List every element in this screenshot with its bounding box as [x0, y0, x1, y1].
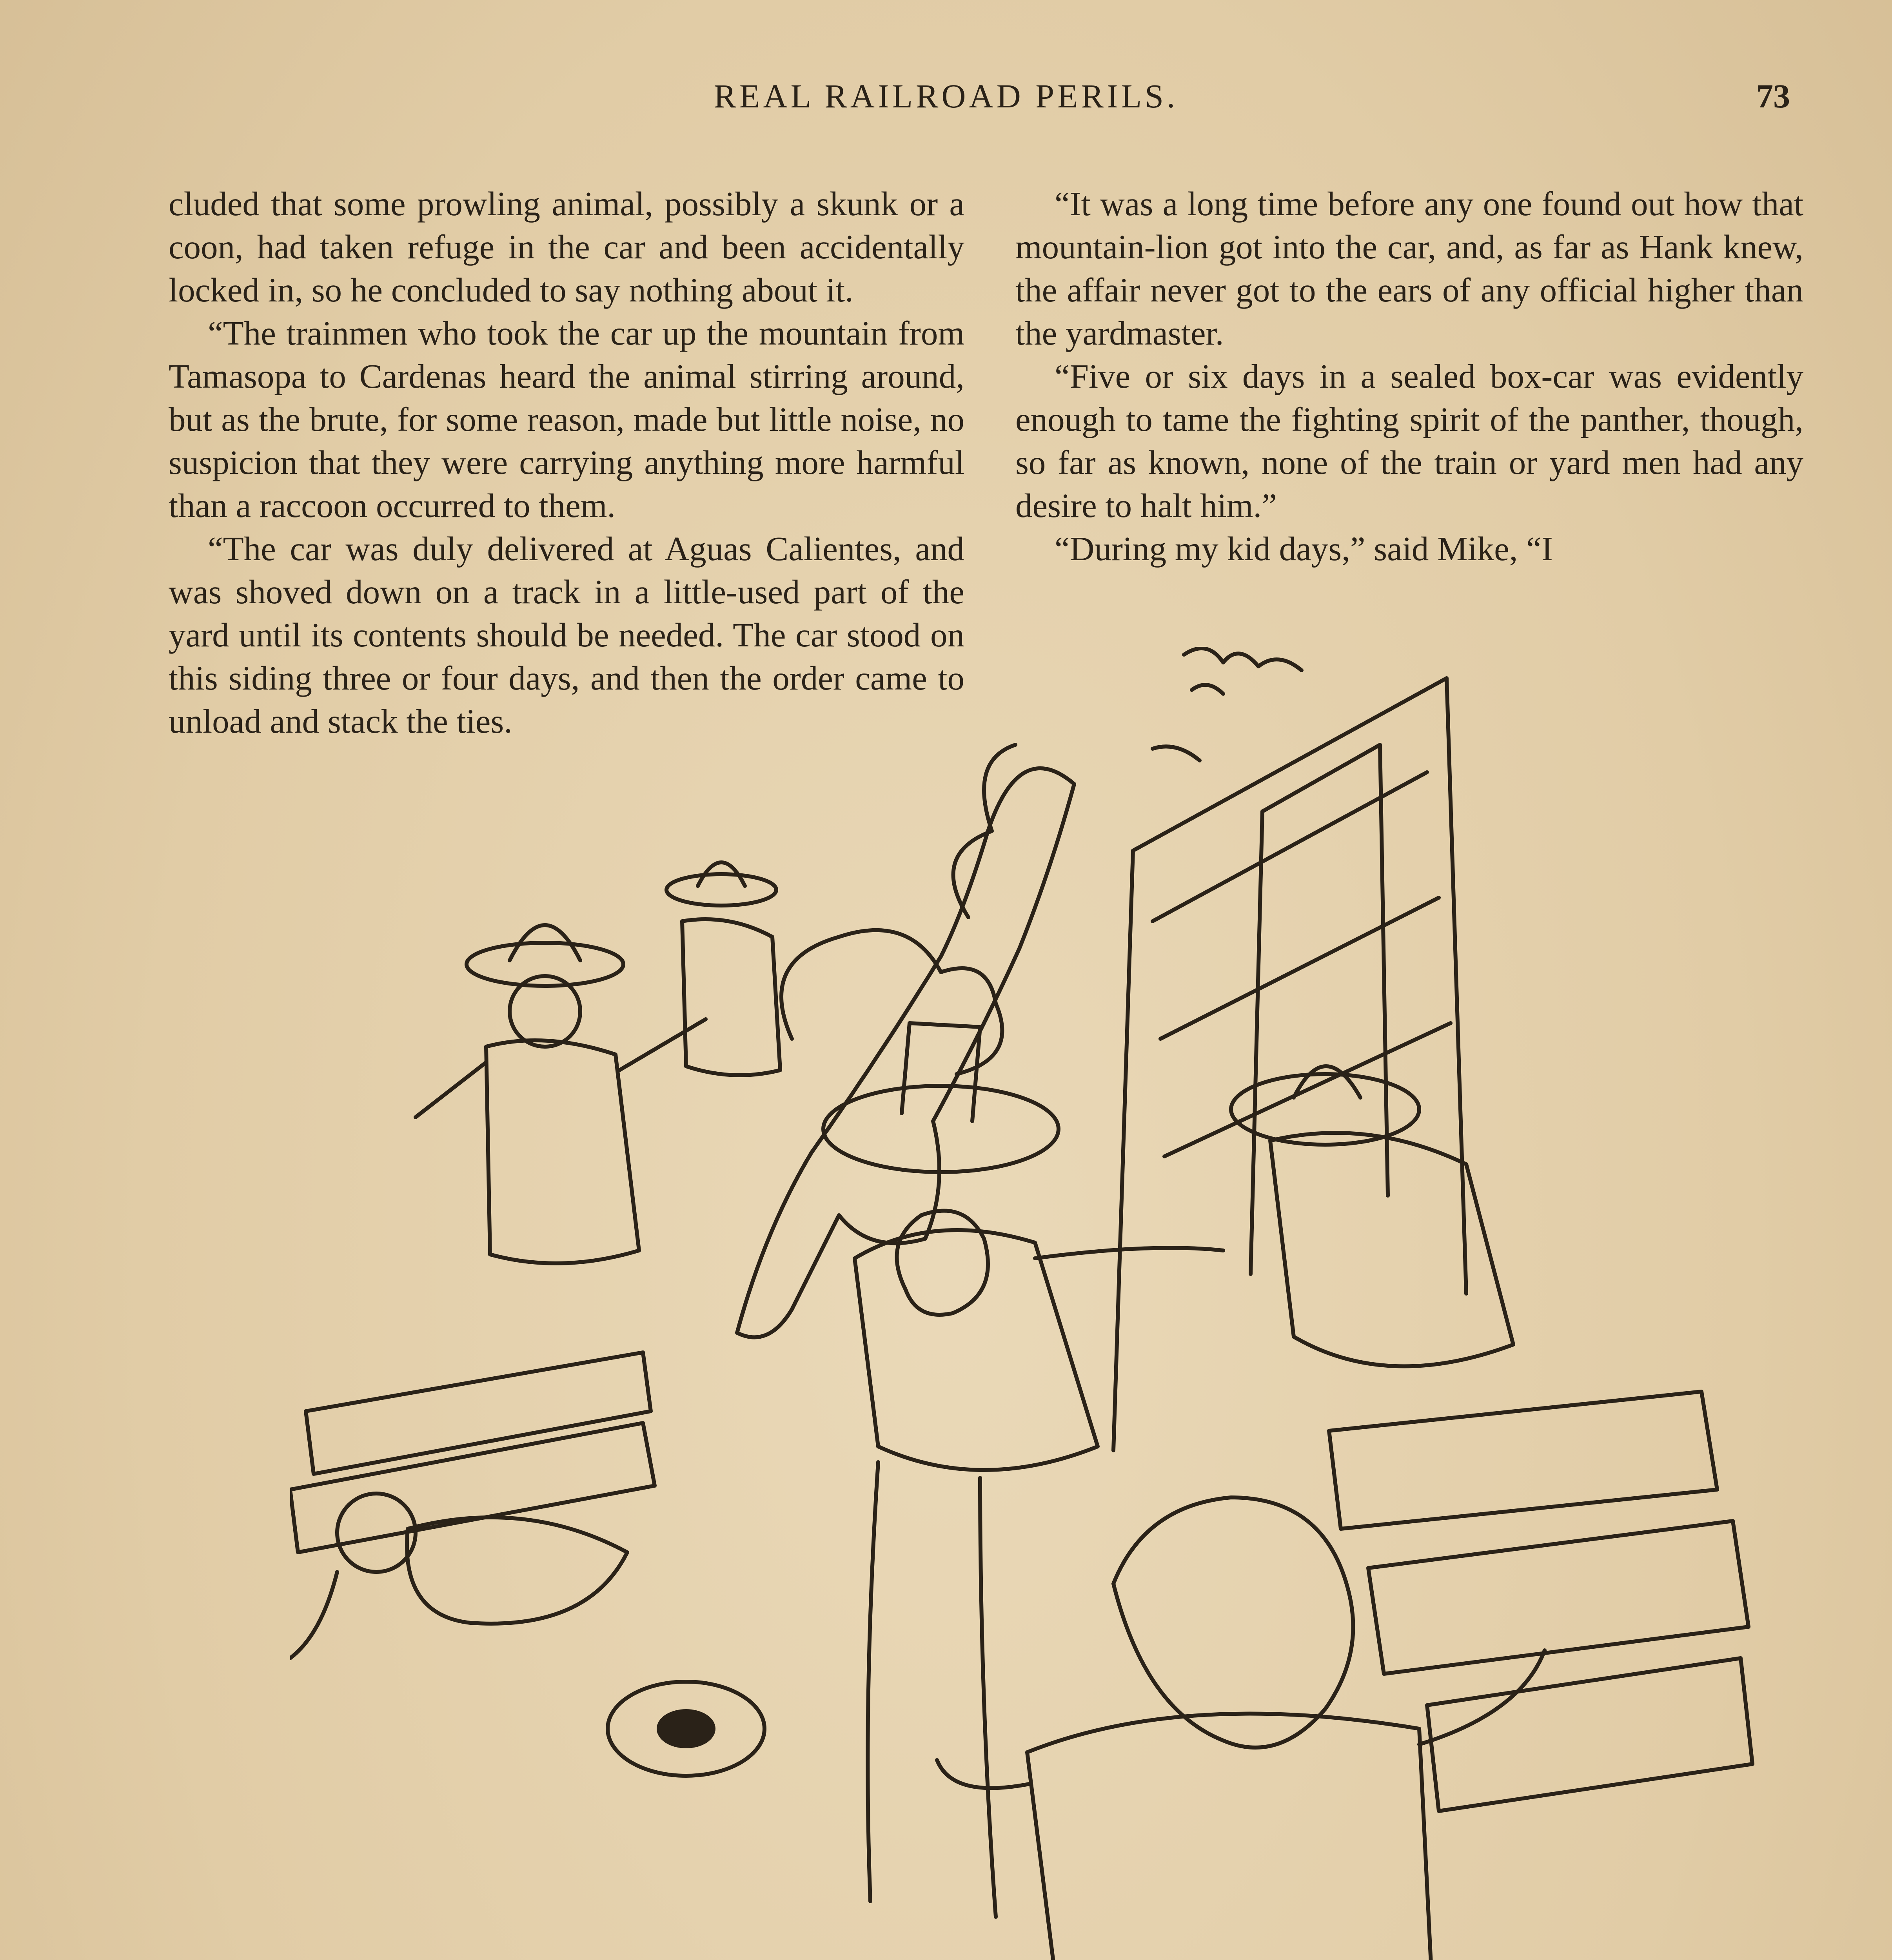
paragraph: “It was a long time before any one found out how that mountain-lion got into the car, and, as far as Hank knew, the affair never got to the ears of any official higher than the yardmaster.	[1015, 185, 1803, 352]
paragraph: “The trainmen who took the car up the mountain from Tamasopa to Cardenas heard the animal stirring around, but as the brute, for some reason, made but little noise, no suspicion that they were carrying anything more harmful than a raccoon occurred to them.	[169, 314, 964, 524]
foreground-man-torso	[1027, 1714, 1435, 1960]
panther-head	[897, 1211, 988, 1315]
man-torso	[486, 1040, 639, 1263]
sombrero-hat	[467, 943, 623, 986]
man-torso	[855, 1230, 1098, 1470]
fallen-man-body	[407, 1517, 627, 1624]
paragraph: “Five or six days in a sealed box-car was evidently enough to tame the fighting spirit of the panther, though, so far as known, none of the train or yard men had any desire to halt him.”	[1015, 357, 1803, 524]
boxcar-door	[1251, 745, 1388, 1274]
foliage	[1153, 648, 1302, 760]
paragraph: cluded that some prowling animal, possibly a skunk or a coon, had taken refuge in the car and been accidentally locked in, so he concluded to say nothing about it.	[169, 185, 964, 309]
boxcar-planks	[1153, 772, 1451, 1156]
right-column-top	[1015, 182, 1803, 570]
ties-stack-left	[290, 1352, 655, 1552]
dust-cloud	[953, 745, 1015, 917]
dropped-hat-crown	[659, 1711, 714, 1746]
paragraph: “During my kid days,” said Mike, “I	[1055, 530, 1553, 568]
running-head: REAL RAILROAD PERILS.	[714, 77, 1178, 115]
ties-stack-right	[1329, 1392, 1752, 1811]
man-arm	[1035, 1248, 1223, 1258]
man-legs	[868, 1462, 996, 1917]
fallen-man-arm	[290, 1572, 337, 1658]
panther-illustration	[290, 647, 1772, 1960]
sombrero-hat	[666, 874, 776, 906]
paragraph: “The car was duly delivered at Aguas Calientes, and was shoved down on a track in a little-used part of the yard until its contents should be needed. The car stood on this siding three or four days, and then the order came to unload and stack the ties.	[169, 530, 964, 740]
page-number: 73	[1756, 77, 1790, 115]
foreground-man-head	[1113, 1497, 1353, 1748]
man-torso	[1270, 1133, 1513, 1366]
man-arms	[416, 1019, 706, 1117]
man-torso	[682, 919, 780, 1075]
